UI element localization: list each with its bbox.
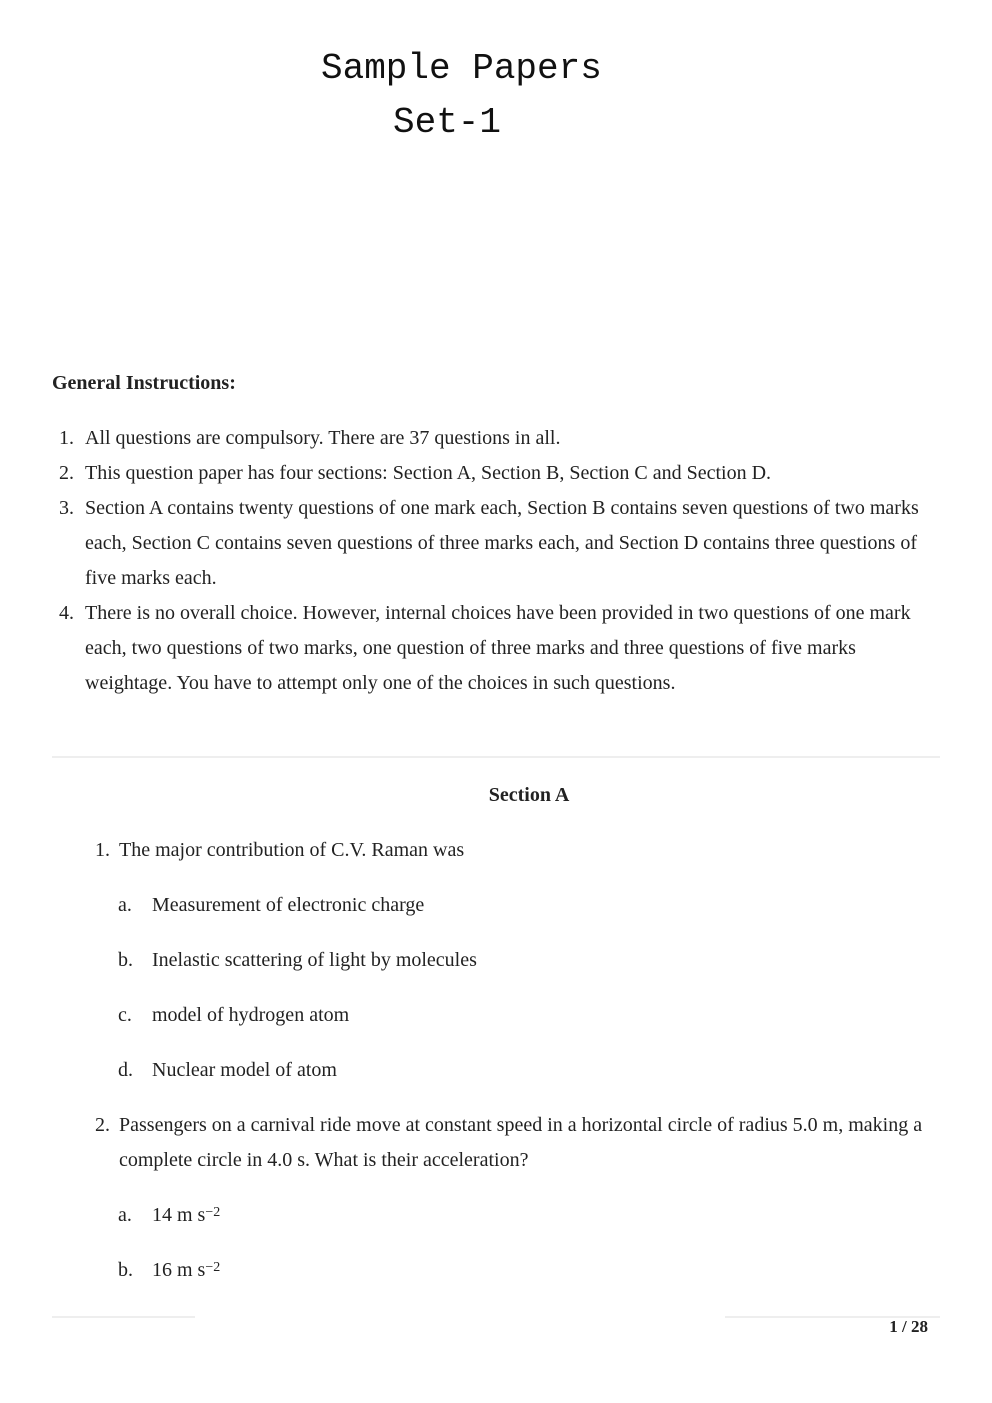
instruction-item [52, 456, 940, 491]
item-text: Section A contains twenty questions of one mark each, Section B contains seven questions of two marks each, Section C contains seven questions of three marks each, and Section D contains three questions of five marks each. [85, 497, 919, 589]
divider [52, 756, 940, 758]
instruction-item [52, 596, 940, 701]
option-text: Inelastic scattering of light by molecules [152, 949, 477, 971]
option-text: 14 m s [152, 1204, 206, 1226]
item-text: There is no overall choice. However, internal choices have been provided in two questions of one mark each, two questions of two marks, one question of three marks and three questions of five marks weightage. You have to attempt only one of the choices in such questions. [85, 602, 911, 694]
option-letter: d. [118, 1059, 133, 1081]
item-text: All questions are compulsory. There are 37 questions in all. [85, 427, 561, 449]
option-text: 16 m s [152, 1259, 206, 1281]
question-text: The major contribution of C.V. Raman was [119, 839, 465, 861]
question-text: Passengers on a carnival ride move at constant speed in a horizontal circle of radius 5.0 m, making a complete circle in 4.0 s. What is their acceleration? [119, 1114, 923, 1171]
item-number: 3. [59, 497, 74, 519]
option-letter: a. [118, 1204, 132, 1226]
option [118, 1253, 220, 1288]
item-text: This question paper has four sections: Section A, Section B, Section C and Section D. [85, 462, 772, 484]
option [118, 1053, 337, 1088]
item-number: 2. [59, 462, 74, 484]
document-subtitle: Set-1 [393, 102, 502, 143]
option [118, 1198, 220, 1233]
option-text: model of hydrogen atom [152, 1004, 350, 1026]
option-exponent: −2 [205, 1260, 221, 1275]
page-number: 1 / 28 [889, 1317, 928, 1336]
item-number: 1. [59, 427, 74, 449]
option [118, 888, 424, 923]
option [118, 943, 477, 978]
question [88, 833, 940, 868]
instruction-item [52, 421, 940, 456]
footer-divider-left [52, 1316, 195, 1318]
item-number: 4. [59, 602, 74, 624]
option-text: Measurement of electronic charge [152, 894, 425, 916]
option-letter: c. [118, 1004, 132, 1026]
section-title: Section A [488, 784, 570, 806]
question [88, 1108, 940, 1178]
option-letter: b. [118, 1259, 133, 1281]
option [118, 998, 349, 1033]
instruction-item [52, 491, 940, 596]
option-letter: b. [118, 949, 133, 971]
option-text: Nuclear model of atom [152, 1059, 337, 1081]
instructions-heading: General Instructions: [52, 372, 236, 394]
option-letter: a. [118, 894, 132, 916]
option-exponent: −2 [205, 1205, 221, 1220]
question-number: 1. [95, 839, 110, 861]
question-number: 2. [95, 1114, 110, 1136]
document-title: Sample Papers [321, 48, 602, 89]
